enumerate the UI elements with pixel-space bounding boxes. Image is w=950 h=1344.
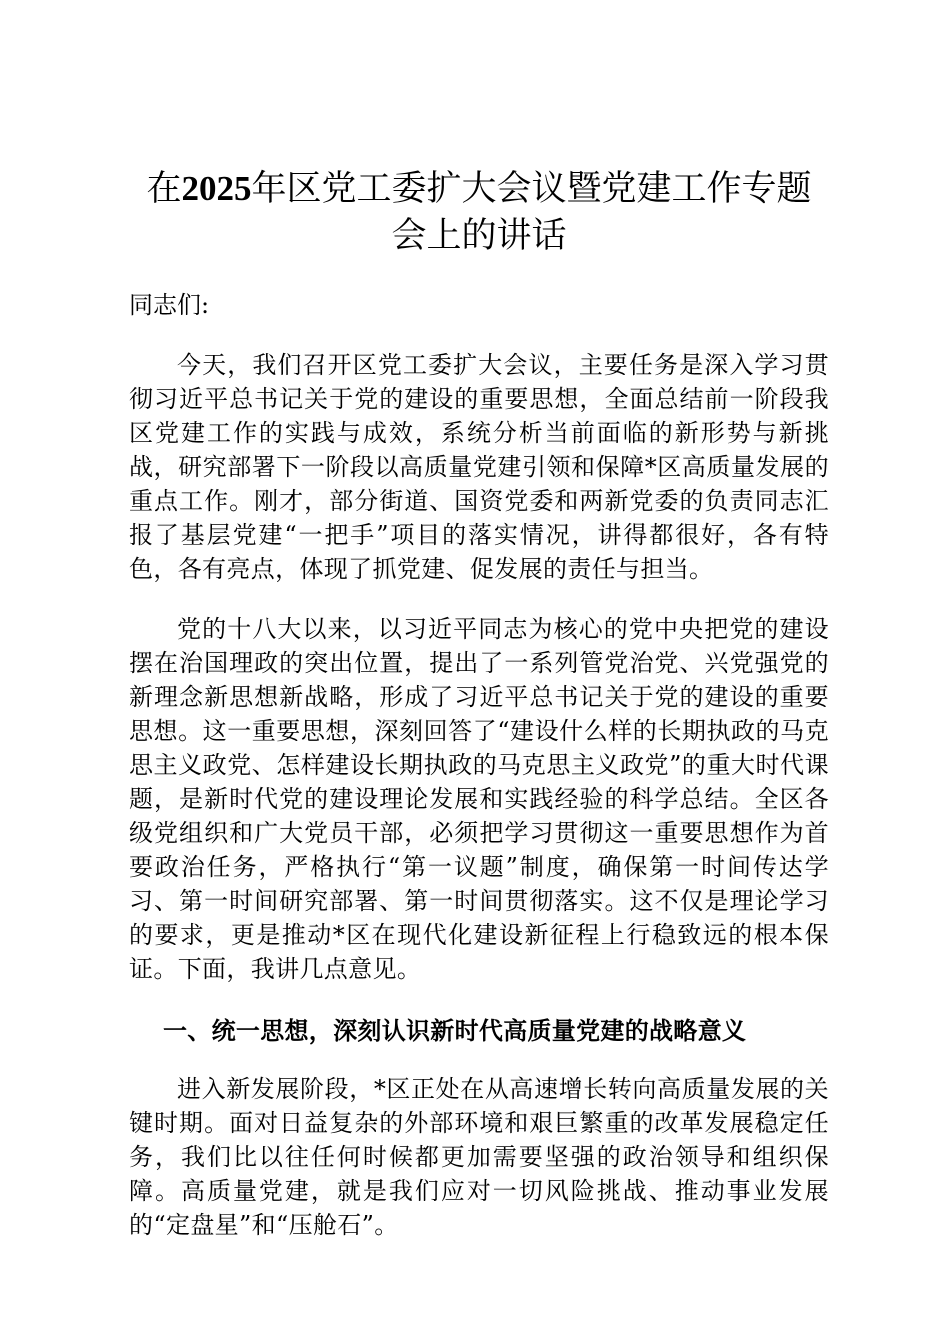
salutation: 同志们: — [129, 291, 210, 319]
title-prefix: 在 — [146, 169, 182, 209]
section-heading: 一、统一思想，深刻认识新时代高质量党建的战略意义 — [163, 1016, 747, 1045]
document-body — [129, 165, 829, 1242]
title-year: 2025 — [181, 169, 252, 208]
paragraph-section-one: 进入新发展阶段，*区正处在从高速增长转向高质量发展的关键时期。面对日益复杂的外部环境和艰巨繁重的改革发展稳定任务，我们比以往任何时候都更加需要坚强的政治领导和组织保障。高质量党建，就是我们应对一切风险挑战、推动事业发展的“定盘星”和“压舱石”。 — [129, 1075, 829, 1239]
paragraph-opening: 今天，我们召开区党工委扩大会议，主要任务是深入学习贯彻习近平总书记关于党的建设的重要思想，全面总结前一阶段我区党建工作的实践与成效，系统分析当前面临的新形势与新挑战，研究部署下一阶段以高质量党建引领和保障*区高质量发展的重点工作。刚才，部分街道、国资党委和两新党委的负责同志汇报了基层党建“一把手”项目的落实情况，讲得都很好，各有特色，各有亮点，体现了抓党建、促发展的责任与担当。 — [129, 351, 829, 583]
document-title — [129, 165, 829, 260]
title-line2: 会上的讲话 — [391, 216, 567, 256]
title-line1-suffix: 年区党工委扩大会议暨党建工作专题 — [251, 169, 812, 209]
paragraph-background: 党的十八大以来，以习近平同志为核心的党中央把党的建设摆在治国理政的突出位置，提出了一系列管党治党、兴党强党的新理念新思想新战略，形成了习近平总书记关于党的建设的重要思想。这一重要思想，深刻回答了“建设什么样的长期执政的马克思主义政党、怎样建设长期执政的马克思主义政党”的重大时代课题，是新时代党的建设理论发展和实践经验的科学总结。全区各级党组织和广大党员干部，必须把学习贯彻这一重要思想作为首要政治任务，严格执行“第一议题”制度，确保第一时间传达学习、第一时间研究部署、第一时间贯彻落实。这不仅是理论学习的要求，更是推动*区在现代化建设新征程上行稳致远的根本保证。下面，我讲几点意见。 — [129, 615, 829, 983]
